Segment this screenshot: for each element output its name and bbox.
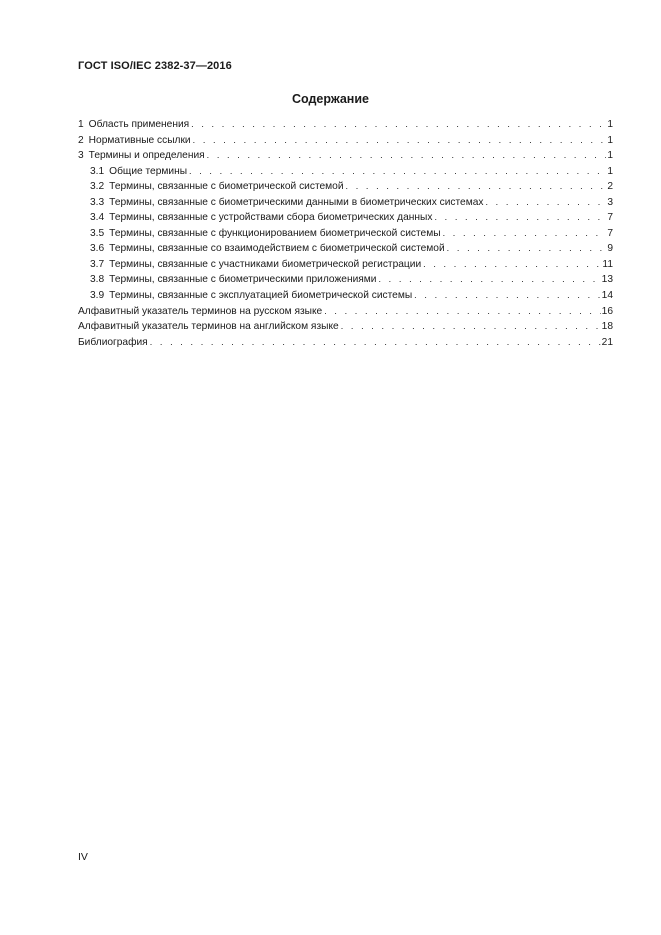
toc-entry-page: 1: [607, 150, 613, 162]
toc-entry-page: 1: [607, 165, 613, 177]
toc-dot-leader: [189, 166, 606, 176]
toc-subentry[interactable]: [78, 259, 613, 275]
toc-entry-number: 1: [78, 119, 84, 130]
toc-entry-page: 11: [602, 258, 613, 270]
toc-entry-number: 3.6: [90, 243, 105, 255]
toc-entry-page: 18: [601, 321, 613, 333]
toc-entry-label: Термины, связанные с биометрическими приложениями: [109, 274, 377, 286]
toc-entry-page: 1: [607, 134, 613, 146]
toc-subentry[interactable]: [78, 212, 613, 228]
toc-entry[interactable]: [78, 321, 613, 337]
toc-dot-leader: [434, 212, 606, 222]
toc-entry-number: 3.1: [90, 165, 105, 177]
toc-title: Содержание: [291, 92, 369, 106]
toc-entry[interactable]: [78, 150, 613, 166]
toc-entry-label: Область применения: [88, 119, 190, 130]
toc-subentry[interactable]: [78, 166, 613, 182]
toc-entry-number: 3.2: [90, 181, 105, 193]
toc-entry-number: 3.4: [90, 212, 105, 224]
toc-entry-label: Термины, связанные с участниками биометрической регистрации: [109, 258, 422, 270]
toc-entry-page: 21: [601, 336, 613, 348]
toc-dot-leader: [378, 274, 600, 284]
toc-dot-leader: [485, 197, 606, 207]
toc-subentry[interactable]: [78, 197, 613, 213]
toc-entry-page: 7: [607, 212, 613, 224]
toc-entry[interactable]: [78, 119, 613, 135]
toc-dot-leader: [150, 337, 601, 347]
toc-entry-label: Термины, связанные с функционированием биометрической системы: [109, 227, 441, 239]
toc-entry-number: 3.9: [90, 290, 105, 302]
toc-entry-label: Библиография: [78, 336, 148, 348]
toc-subentry[interactable]: [78, 274, 613, 290]
toc-entry-page: 2: [607, 181, 613, 193]
toc-entry[interactable]: [78, 135, 613, 151]
toc-entry[interactable]: [78, 306, 613, 322]
toc-dot-leader: [443, 228, 607, 238]
toc-entry-label: Термины, связанные с устройствами сбора биометрических данных: [109, 212, 433, 224]
toc-entry-page: 14: [601, 290, 613, 302]
toc-dot-leader: [324, 306, 600, 316]
toc-subentry[interactable]: [78, 228, 613, 244]
toc-dot-leader: [423, 259, 601, 269]
page-number: IV: [78, 851, 88, 863]
toc-entry-label: Нормативные ссылки: [88, 134, 191, 146]
toc-entry-label: Алфавитный указатель терминов на английском языке: [78, 321, 339, 333]
toc-entry-page: 9: [607, 243, 613, 255]
toc-entry[interactable]: [78, 337, 613, 353]
toc-entry-number: 3.8: [90, 274, 105, 286]
toc-dot-leader: [447, 243, 607, 253]
toc-entry-page: 16: [601, 305, 613, 317]
toc-dot-leader: [341, 321, 601, 331]
toc-entry-number: 3.7: [90, 258, 105, 270]
toc-entry-label: Термины, связанные с биометрическими данными в биометрических системах: [109, 196, 484, 208]
toc-entry-label: Термины и определения: [88, 150, 205, 162]
toc-dot-leader: [207, 150, 607, 160]
toc-entry-label: Общие термины: [109, 165, 188, 177]
toc-subentry[interactable]: [78, 290, 613, 306]
toc-entry-page: 7: [607, 227, 613, 239]
toc-entry-label: Алфавитный указатель терминов на русском языке: [78, 305, 323, 317]
toc-entry-page: 13: [601, 274, 613, 286]
toc-dot-leader: [346, 181, 607, 191]
toc-entry-label: Термины, связанные с биометрической системой: [109, 181, 344, 193]
toc-dot-leader: [414, 290, 600, 300]
toc-entry-label: Термины, связанные с эксплуатацией биометрической системы: [109, 290, 413, 302]
document-header: ГОСТ ISO/IEC 2382-37—2016: [78, 60, 232, 72]
toc-dot-leader: [193, 135, 607, 145]
table-of-contents: [78, 119, 613, 352]
toc-entry-page: 1: [607, 119, 613, 130]
toc-entry-label: Термины, связанные со взаимодействием с биометрической системой: [109, 243, 445, 255]
toc-entry-number: 2: [78, 134, 84, 146]
toc-subentry[interactable]: [78, 181, 613, 197]
toc-dot-leader: [191, 119, 606, 129]
toc-entry-number: 3.5: [90, 227, 105, 239]
toc-subentry[interactable]: [78, 243, 613, 259]
toc-entry-number: 3: [78, 150, 84, 162]
toc-entry-number: 3.3: [90, 196, 105, 208]
toc-entry-page: 3: [607, 196, 613, 208]
